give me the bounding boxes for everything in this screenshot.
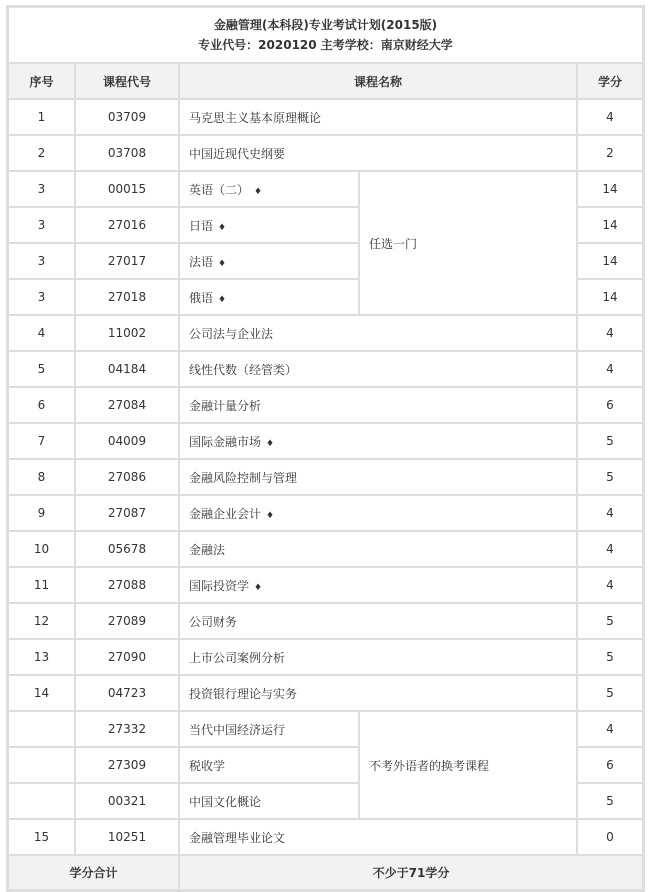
course-name <box>179 783 359 819</box>
course-no <box>8 423 75 459</box>
course-credit <box>577 567 643 603</box>
course-code <box>75 783 179 819</box>
course-name <box>179 675 577 711</box>
course-credit-text: 5 <box>606 614 614 628</box>
col-header-name: 课程名称 <box>179 63 577 99</box>
course-code-text: 03709 <box>107 110 147 124</box>
course-no-text: 3 <box>37 218 46 232</box>
course-name-text: 日语 <box>189 218 214 233</box>
course-code-text: 27309 <box>107 758 147 772</box>
course-code <box>75 207 179 243</box>
course-code-text: 27087 <box>107 506 147 520</box>
course-code <box>75 351 179 387</box>
course-no <box>8 639 75 675</box>
course-credit <box>577 423 643 459</box>
course-credit-text: 0 <box>606 830 614 844</box>
course-name <box>179 747 359 783</box>
course-code <box>75 99 179 135</box>
course-no <box>8 171 75 207</box>
course-code-text: 27017 <box>107 254 147 268</box>
course-no <box>8 495 75 531</box>
course-no-text: 3 <box>37 290 46 304</box>
course-code-text: 03708 <box>107 146 147 160</box>
course-credit <box>577 135 643 171</box>
course-name <box>179 531 577 567</box>
course-name-text: 公司法与企业法 <box>189 326 274 341</box>
course-credit-text: 14 <box>602 218 618 232</box>
table-row <box>8 459 643 495</box>
course-no-text: 4 <box>37 326 46 340</box>
course-name <box>179 351 577 387</box>
course-code <box>75 135 179 171</box>
course-name-text: 公司财务 <box>189 614 238 629</box>
course-code-text: 27090 <box>107 650 147 664</box>
plan-title: 金融管理(本科段)专业考试计划(2015版) <box>213 18 438 32</box>
table-row <box>8 567 643 603</box>
course-code <box>75 495 179 531</box>
course-credit-text: 5 <box>606 470 614 484</box>
course-no <box>8 783 75 819</box>
course-name <box>179 603 577 639</box>
course-no <box>8 819 75 855</box>
course-name <box>179 243 359 279</box>
diamond-icon: ♦ <box>254 186 263 197</box>
table-row <box>8 387 643 423</box>
course-credit-text: 5 <box>606 650 614 664</box>
course-name-text: 国际金融市场 <box>189 434 262 449</box>
course-name <box>179 207 359 243</box>
course-name <box>179 279 359 315</box>
course-no-text: 2 <box>37 146 46 160</box>
course-code-text: 11002 <box>107 326 147 340</box>
course-code-text: 27086 <box>107 470 147 484</box>
course-name-text: 投资银行理论与实务 <box>189 686 298 701</box>
exam-plan-table <box>6 5 645 892</box>
course-name <box>179 171 359 207</box>
course-code-text: 00015 <box>107 182 147 196</box>
course-credit <box>577 819 643 855</box>
course-no-text: 3 <box>37 182 46 196</box>
course-credit <box>577 351 643 387</box>
course-name-text: 金融法 <box>189 542 226 557</box>
course-code <box>75 171 179 207</box>
course-credit-text: 6 <box>606 758 614 772</box>
course-no <box>8 747 75 783</box>
course-credit <box>577 243 643 279</box>
total-label: 学分合计 <box>8 855 179 890</box>
course-no <box>8 279 75 315</box>
course-code-text: 27088 <box>107 578 147 592</box>
header-row <box>8 63 643 99</box>
course-name <box>179 495 577 531</box>
course-credit <box>577 711 643 747</box>
course-code-text: 27089 <box>107 614 147 628</box>
course-credit-text: 14 <box>602 182 618 196</box>
table-row <box>8 495 643 531</box>
course-name <box>179 819 577 855</box>
course-credit-text: 4 <box>606 722 614 736</box>
course-no <box>8 459 75 495</box>
course-code-text: 04184 <box>107 362 147 376</box>
col-header-no: 序号 <box>8 63 75 99</box>
plan-subtitle: 专业代号：2020120 主考学校：南京财经大学 <box>198 38 453 52</box>
course-no-text: 6 <box>37 398 46 412</box>
table-row <box>8 315 643 351</box>
table-body <box>8 99 643 855</box>
course-credit <box>577 387 643 423</box>
course-name-text: 中国文化概论 <box>189 794 262 809</box>
diamond-icon: ♦ <box>218 222 227 233</box>
course-credit <box>577 675 643 711</box>
group-note-substitute <box>359 711 577 819</box>
table-row <box>8 423 643 459</box>
course-credit-text: 4 <box>606 542 614 556</box>
course-no-text: 1 <box>37 110 46 124</box>
total-value: 不少于71学分 <box>179 855 643 890</box>
course-no-text: 9 <box>37 506 46 520</box>
course-name-text: 国际投资学 <box>189 578 250 593</box>
course-credit-text: 4 <box>606 110 614 124</box>
diamond-icon: ♦ <box>266 438 275 449</box>
course-code <box>75 675 179 711</box>
course-no <box>8 387 75 423</box>
course-no <box>8 711 75 747</box>
course-no <box>8 351 75 387</box>
course-credit <box>577 495 643 531</box>
title-row <box>8 7 643 63</box>
course-credit <box>577 747 643 783</box>
course-code-text: 27018 <box>107 290 147 304</box>
table-row <box>8 603 643 639</box>
course-credit-text: 5 <box>606 434 614 448</box>
course-code <box>75 603 179 639</box>
table-row <box>8 531 643 567</box>
diamond-icon: ♦ <box>266 510 275 521</box>
table-row <box>8 639 643 675</box>
course-no-text: 12 <box>33 614 50 628</box>
course-credit <box>577 207 643 243</box>
table-row <box>8 135 643 171</box>
course-no <box>8 675 75 711</box>
course-credit <box>577 603 643 639</box>
course-code-text: 04009 <box>107 434 147 448</box>
course-code <box>75 387 179 423</box>
course-no-text: 15 <box>33 830 50 844</box>
course-code-text: 27332 <box>107 722 147 736</box>
course-credit <box>577 639 643 675</box>
course-name <box>179 315 577 351</box>
course-code-text: 27084 <box>107 398 147 412</box>
course-no <box>8 243 75 279</box>
course-code <box>75 531 179 567</box>
course-no <box>8 207 75 243</box>
course-code <box>75 459 179 495</box>
group-note-choose-one <box>359 171 577 315</box>
course-name <box>179 423 577 459</box>
course-code-text: 05678 <box>107 542 147 556</box>
course-no-text: 7 <box>37 434 46 448</box>
course-credit <box>577 315 643 351</box>
course-credit-text: 14 <box>602 254 618 268</box>
course-no-text: 3 <box>37 254 46 268</box>
table-row <box>8 99 643 135</box>
course-no-text: 11 <box>33 578 50 592</box>
course-credit-text: 4 <box>606 578 614 592</box>
table-title <box>8 7 643 63</box>
course-name-text: 马克思主义基本原理概论 <box>189 110 322 125</box>
course-no <box>8 99 75 135</box>
course-credit-text: 6 <box>606 398 614 412</box>
col-header-credit: 学分 <box>577 63 643 99</box>
course-name-text: 线性代数（经管类） <box>189 362 298 377</box>
course-name-text: 金融企业会计 <box>189 506 262 521</box>
group-note-substitute-text: 不考外语者的换考课程 <box>369 758 490 773</box>
course-name <box>179 567 577 603</box>
course-name <box>179 459 577 495</box>
course-name-text: 金融计量分析 <box>189 398 262 413</box>
course-credit <box>577 783 643 819</box>
course-credit-text: 2 <box>606 146 614 160</box>
course-credit-text: 4 <box>606 362 614 376</box>
course-code <box>75 639 179 675</box>
course-credit <box>577 171 643 207</box>
course-code-text: 00321 <box>107 794 147 808</box>
course-code-text: 04723 <box>107 686 147 700</box>
course-name-text: 金融风险控制与管理 <box>189 470 298 485</box>
total-row <box>8 855 643 890</box>
course-name-text: 俄语 <box>189 290 214 305</box>
course-credit-text: 4 <box>606 506 614 520</box>
course-credit <box>577 99 643 135</box>
table-row <box>8 819 643 855</box>
course-credit-text: 14 <box>602 290 618 304</box>
table-row <box>8 351 643 387</box>
course-name <box>179 135 577 171</box>
course-credit-text: 5 <box>606 794 614 808</box>
course-code-text: 27016 <box>107 218 147 232</box>
course-no <box>8 567 75 603</box>
course-name-text: 中国近现代史纲要 <box>189 146 286 161</box>
course-credit-text: 4 <box>606 326 614 340</box>
course-code <box>75 423 179 459</box>
course-name <box>179 639 577 675</box>
course-credit <box>577 459 643 495</box>
diamond-icon: ♦ <box>218 258 227 269</box>
diamond-icon: ♦ <box>254 582 263 593</box>
course-credit-text: 5 <box>606 686 614 700</box>
course-name <box>179 711 359 747</box>
course-no-text: 14 <box>33 686 50 700</box>
course-no <box>8 531 75 567</box>
course-no-text: 10 <box>33 542 50 556</box>
course-no-text: 5 <box>37 362 46 376</box>
course-name-text: 英语（二） <box>189 182 250 197</box>
course-name-text: 金融管理毕业论文 <box>189 830 286 845</box>
diamond-icon: ♦ <box>218 294 227 305</box>
table-row <box>8 171 643 207</box>
course-name-text: 法语 <box>189 254 214 269</box>
course-no <box>8 315 75 351</box>
exam-plan <box>6 5 645 892</box>
course-code <box>75 315 179 351</box>
table-row <box>8 675 643 711</box>
group-note-choose-one-text: 任选一门 <box>369 236 418 251</box>
course-no <box>8 135 75 171</box>
course-code <box>75 279 179 315</box>
course-code-text: 10251 <box>107 830 147 844</box>
course-name <box>179 99 577 135</box>
col-header-code: 课程代号 <box>75 63 179 99</box>
course-code <box>75 819 179 855</box>
course-no-text: 13 <box>33 650 50 664</box>
course-code <box>75 711 179 747</box>
course-code <box>75 567 179 603</box>
course-name-text: 税收学 <box>189 758 226 773</box>
course-code <box>75 243 179 279</box>
course-credit <box>577 279 643 315</box>
course-name-text: 上市公司案例分析 <box>189 650 286 665</box>
course-no <box>8 603 75 639</box>
table-row <box>8 711 643 747</box>
course-credit <box>577 531 643 567</box>
course-name-text: 当代中国经济运行 <box>189 722 286 737</box>
course-code <box>75 747 179 783</box>
course-name <box>179 387 577 423</box>
course-no-text: 8 <box>37 470 46 484</box>
